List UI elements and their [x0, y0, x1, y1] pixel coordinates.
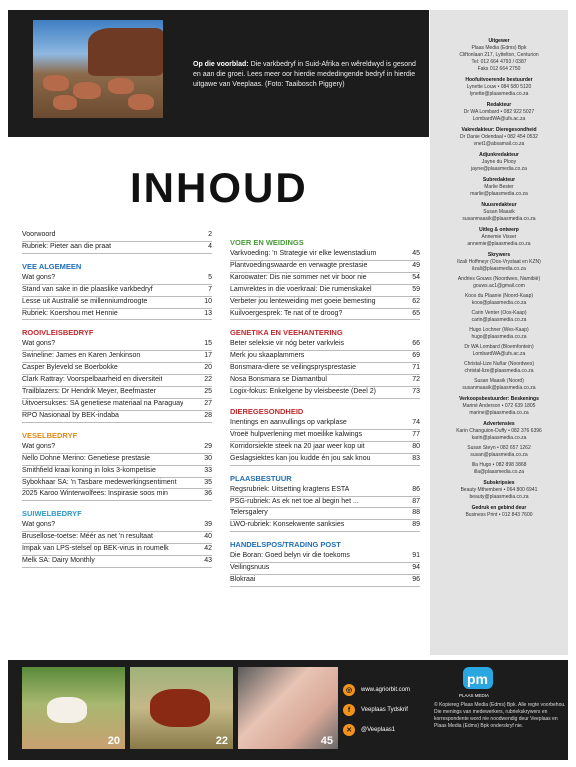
masthead-heading: Gedruk en gebind deur [471, 505, 527, 511]
toc-section [22, 262, 212, 321]
masthead-heading: Advertensies [483, 421, 515, 427]
toc-entry[interactable] [230, 520, 420, 532]
masthead-heading: Skrywers [487, 252, 511, 258]
toc-section-heading: ROOIVLEISBEDRYF [22, 328, 94, 338]
masthead-line: christal-lize@plaasmedia.co.za [464, 368, 534, 374]
toc-entry[interactable] [22, 454, 212, 466]
toc-entry[interactable] [230, 454, 420, 466]
masthead-line: Koos du Plaanie (Noord-Kaap) [464, 293, 534, 299]
toc-entry-page: 13 [204, 309, 212, 317]
toc-entry[interactable] [230, 261, 420, 273]
toc-entry-title: Melk SA: Dairy Monthly [22, 557, 95, 565]
toc-entry-page: 83 [412, 454, 420, 462]
toc-entry-page: 10 [204, 297, 212, 305]
toc-mid-column [230, 230, 420, 587]
toc-entry[interactable] [22, 273, 212, 285]
masthead-line: vnet1@absamail.co.za [473, 141, 525, 147]
masthead-heading: Nuusredakteur [481, 202, 517, 208]
toc-entry-title: Rubriek: Pieter aan die praat [22, 242, 112, 250]
masthead-heading: Uitleg & ontwerp [479, 227, 519, 233]
cover-caption-lead: Op die voorblad: [193, 61, 249, 68]
toc-entry[interactable] [230, 508, 420, 520]
masthead-line: susan@plaasmedia.co.za [470, 452, 528, 458]
toc-entry-page: 94 [412, 564, 420, 572]
toc-entry[interactable] [230, 285, 420, 297]
toc-entry[interactable] [22, 478, 212, 490]
masthead-block [430, 127, 568, 148]
toc-entry[interactable] [22, 387, 212, 399]
toc-left-column [22, 230, 212, 568]
toc-entry[interactable] [22, 309, 212, 321]
toc-entry[interactable] [230, 485, 420, 497]
toc-entry-title: Nosa Bonsmara se Diamantbul [230, 376, 327, 384]
toc-entry-title: Merk jou skaaplammers [230, 352, 305, 360]
masthead-heading: Vakredakteur: Dieregesondheid [461, 127, 537, 133]
masthead-block [430, 396, 568, 417]
masthead-sidebar [430, 10, 568, 655]
masthead-line: susanmaasik@plaasmedia.co.za [462, 385, 536, 391]
masthead-line: susanmaasik@plaasmedia.co.za [462, 216, 536, 222]
toc-entry-title: Veilingsnuus [230, 564, 270, 572]
toc-entry-page: 33 [204, 466, 212, 474]
toc-entry-page: 20 [204, 364, 212, 372]
masthead-line: koos@plaasmedia.co.za [471, 300, 527, 306]
toc-entry-page: 43 [204, 557, 212, 565]
toc-entry[interactable] [230, 363, 420, 375]
masthead-line: Andries Gouws (Noordwes, Namibië) [457, 276, 541, 282]
masthead-line: ilzali@plaasmedia.co.za [472, 266, 526, 272]
toc-entry[interactable] [22, 532, 212, 544]
toc-entry-title: Casper Byleveld se Boerbokke [22, 364, 118, 372]
toc-entry[interactable] [230, 249, 420, 261]
toc-entry[interactable] [22, 544, 212, 556]
toc-entry[interactable] [230, 309, 420, 321]
masthead-line: carin@plaasmedia.co.za [471, 317, 527, 323]
copyright-notice: © Kopiereg Plaas Media (Edms) Bpk. Alle regte voorbehou. Die menings van medewerkers, rubriekskrywers en korrespondente word nie noodwendig deur Veeplaas en Plaas Media (Edms) Bpk onderskryf nie. [434, 702, 566, 729]
toc-entry-page: 17 [204, 352, 212, 360]
toc-section-heading: VOER EN WEIDINGS [230, 238, 304, 247]
toc-entry[interactable] [22, 375, 212, 387]
toc-entry-title: Wat gons? [22, 442, 56, 450]
toc-entry-title: Impak van LPS-stelsel op BEK-virus in roumelk [22, 545, 169, 553]
toc-entry-title: Die Boran: Goed belyn vir die toekoms [230, 552, 350, 560]
toc-entry-page: 4 [208, 242, 212, 250]
masthead-line: Hugo Lochner (Wes-Kaap) [469, 327, 529, 333]
toc-entry-page: 73 [412, 388, 420, 396]
masthead-block [430, 505, 568, 519]
masthead-line: marlie@plaasmedia.co.za [470, 191, 528, 197]
masthead-line: Ilzali Hoffmeyr (Oos-Vrystaat en KZN) [457, 259, 541, 265]
social-x[interactable] [343, 724, 395, 736]
toc-entry-page: 40 [204, 533, 212, 541]
toc-entry-page: 69 [412, 352, 420, 360]
toc-entry-page: 36 [204, 490, 212, 498]
toc-entry[interactable] [22, 489, 212, 501]
toc-entry[interactable] [22, 411, 212, 423]
toc-entry[interactable] [22, 242, 212, 254]
masthead-line: Beauty Mthembeni • 064 800 6941 [460, 487, 538, 493]
masthead-line: Lynette Louw • 084 580 5120 [466, 84, 532, 90]
toc-entry-title: Nello Dohne Merino: Genetiese prestasie [22, 454, 151, 462]
toc-entry-title: Wat gons? [22, 340, 56, 348]
toc-entry[interactable] [230, 430, 420, 442]
toc-entry-page: 66 [412, 340, 420, 348]
toc-section-heading: GENETIKA EN VEEHANTERING [230, 328, 343, 338]
toc-entry-title: Blokraai [230, 576, 256, 584]
masthead-block [430, 252, 568, 392]
toc-entry-title: LWO-rubriek: Konsekwente sanksies [230, 521, 345, 529]
toc-section-heading: PLAASBESTUUR [230, 473, 292, 483]
toc-entry-page: 22 [204, 376, 212, 384]
toc-entry-title: Bonsmara-diere se veilingsprysprestasie [230, 364, 357, 372]
toc-entry[interactable] [22, 466, 212, 478]
toc-section-heading: VESELBEDRYF [22, 430, 78, 440]
toc-entry-page: 80 [412, 442, 420, 450]
toc-entry-title: Kuilvoergesprek: Te nat of te droog? [230, 309, 343, 317]
masthead-line: Illa Hugo • 082 898 3868 [471, 462, 527, 468]
thumbnail-pigs[interactable] [238, 667, 338, 749]
masthead-line: beauty@plaasmedia.co.za [469, 494, 529, 500]
globe-icon: ◎ [343, 684, 355, 696]
toc-entry-page: 27 [204, 399, 212, 407]
toc-entry-page: 42 [204, 545, 212, 553]
toc-section [230, 328, 420, 399]
toc-entry-title: Sybokhaar SA: 'n Tasbare medewerkingsentiment [22, 478, 177, 486]
toc-entry-page: 91 [412, 552, 420, 560]
toc-entry-title: Smithfield kraai koning in loks 3-kompetisie [22, 466, 156, 474]
social-facebook[interactable] [343, 704, 408, 716]
masthead-line: marine@plaasmedia.co.za [469, 410, 529, 416]
thumbnail-goats[interactable] [22, 667, 125, 749]
toc-entry-title: Geslagsiektes kan jou kudde én jou sak knou [230, 454, 371, 462]
masthead-line: Marlie Bester [484, 184, 514, 190]
toc-entry-title: Rubriek: Koershou met Hennie [22, 309, 118, 317]
masthead-line: Plaas Media (Edms) Bpk [471, 45, 527, 51]
masthead-block [430, 177, 568, 198]
toc-entry[interactable] [230, 375, 420, 387]
facebook-icon: f [343, 704, 355, 716]
masthead-line: Jayne du Plooy [481, 159, 517, 165]
toc-entry[interactable] [230, 497, 420, 509]
cover-photo [33, 20, 163, 118]
toc-entry-title: Wat gons? [22, 521, 56, 529]
plaas-media-logo [455, 665, 505, 699]
toc-entry[interactable] [22, 339, 212, 351]
toc-entry-page: 30 [204, 454, 212, 462]
masthead-heading: Subredakteur [482, 177, 516, 183]
cover-caption [193, 60, 418, 90]
masthead-line: lynette@plaasmedia.co.za [469, 91, 529, 97]
masthead-line: annemie@plaasmedia.co.za [467, 241, 531, 247]
toc-entry-page: 35 [204, 478, 212, 486]
toc-section [22, 431, 212, 502]
toc-entry-title: Wat gons? [22, 273, 56, 281]
toc-entry-title: Verbeter jou lenteweiding met goeie bemesting [230, 297, 376, 305]
toc-entry[interactable] [230, 273, 420, 285]
toc-section [22, 509, 212, 568]
toc-entry[interactable] [22, 351, 212, 363]
toc-entry-title: Inentings en aanvullings op varkplase [230, 418, 347, 426]
toc-entry-page: 25 [204, 388, 212, 396]
toc-entry-page: 86 [412, 485, 420, 493]
toc-entry-title: Trailblazers: Dr Hendrik Meyer, Beefmaster [22, 388, 156, 396]
masthead-line: Business Print • 012 843 7600 [465, 512, 533, 518]
toc-entry-title: Regsrubriek: Uitsetting kragtens ESTA [230, 485, 350, 493]
masthead-line: karin@plaasmedia.co.za [471, 435, 527, 441]
social-website[interactable] [343, 684, 410, 696]
toc-entry-page: 45 [412, 250, 420, 257]
toc-entry-page: 65 [412, 309, 420, 317]
toc-entry[interactable] [22, 285, 212, 297]
toc-entry-title: Karoowater: Dis nie sommer net vir boor nie [230, 273, 367, 281]
masthead-line: Christal-Lize Nuñar (Noordwes) [463, 361, 535, 367]
toc-entry-page: 2 [208, 231, 212, 238]
masthead-line: Susan Maasik [483, 209, 515, 215]
toc-section-heading: VEE ALGEMEEN [22, 261, 82, 271]
social-facebook-label: Veeplaas Tydskrif [361, 707, 408, 713]
toc-entry-title: 2025 Karoo Winterwolfees: Inspirasie soos min [22, 490, 168, 498]
masthead-line: Faks 012 664 2750 [477, 66, 521, 72]
toc-entry-page: 49 [412, 261, 420, 269]
toc-entry-title: Voorwoord [22, 231, 56, 238]
toc-entry-page: 72 [412, 376, 420, 384]
x-icon: ✕ [343, 724, 355, 736]
toc-entry-page: 59 [412, 285, 420, 293]
toc-entry[interactable] [230, 563, 420, 575]
toc-entry-title: Lamvrektes in die voerkraal: Die rumenskakel [230, 285, 372, 293]
toc-entry-title: Brusellose-toetse: Méér as net 'n resultaat [22, 533, 153, 541]
masthead-line: Cliftonlaan 217, Lyttelton, Centurion [459, 52, 539, 58]
cover-caption-text: Die varkbedryf in Suid-Afrika en wêreldwyd is gesond en aan die groei. Lees meer oor hierdie mededingende bedryf in hierdie uitgawe van Veeplaas. (Foto: Taaibosch Piggery) [193, 61, 416, 88]
toc-entry[interactable] [22, 363, 212, 375]
social-x-label: @Veeplaas1 [361, 727, 396, 733]
toc-section [230, 238, 420, 320]
masthead-block [430, 152, 568, 173]
masthead-block [430, 102, 568, 123]
toc-section [230, 540, 420, 587]
toc-entry-title: PSG-rubriek: As ek net toe al begin het ... [230, 497, 359, 505]
toc-entry[interactable] [230, 351, 420, 363]
thumbnail-page-number: 20 [107, 735, 120, 747]
toc-entry[interactable] [230, 575, 420, 587]
toc-entry[interactable] [22, 399, 212, 411]
masthead-line: Annemie Visser [481, 234, 517, 240]
thumbnail-page-number: 22 [215, 735, 228, 747]
thumbnail-cattle[interactable] [130, 667, 233, 749]
toc-section-heading: SUIWELBEDRYF [22, 509, 82, 519]
toc-entry-page: 88 [412, 509, 420, 517]
toc-entry-page: 28 [204, 411, 212, 419]
toc-entry-title: Lesse uit Australië se millenniumdroogte [22, 297, 148, 305]
toc-entry-title: Clark Rattray: Voorspelbaarheid en diversiteit [22, 376, 163, 384]
toc-entry-title: Varkvoeding: 'n Strategie vir elke lewenstadium [230, 250, 377, 257]
toc-section-heading: DIEREGESONDHEID [230, 406, 304, 416]
toc-entry-title: Telersgalery [230, 509, 268, 517]
social-website-label: www.agriorbit.com [361, 687, 411, 693]
toc-entry-page: 74 [412, 418, 420, 426]
masthead-line: gouws.ac1@gmail.com [473, 283, 525, 289]
masthead-line: Tel: 012 664 4793 / 0387 [471, 59, 527, 65]
toc-entry-page: 54 [412, 273, 420, 281]
toc-entry[interactable] [22, 520, 212, 532]
toc-section [22, 328, 212, 422]
toc-entry[interactable] [22, 230, 212, 242]
toc-entry[interactable] [230, 442, 420, 454]
toc-entry[interactable] [22, 297, 212, 309]
toc-entry-title: Uitvoersukses: SA genetiese materiaal na Paraguay [22, 399, 184, 407]
logo-text: PLAAS MEDIA [459, 693, 490, 698]
svg-text:pm: pm [467, 671, 488, 687]
toc-entry[interactable] [230, 297, 420, 309]
toc-entry-title: Plantvoedingswaarde en verwagte prestasie [230, 261, 368, 269]
masthead-heading: Subskripsies [483, 480, 515, 486]
masthead-line: hugo@plaasmedia.co.za [471, 334, 527, 340]
masthead-line: LombardWA@ufs.ac.za [472, 351, 526, 357]
masthead-line: Susan Maasik (Noord) [474, 378, 524, 384]
toc-entry-page: 71 [412, 364, 420, 372]
masthead-heading: Redakteur [486, 102, 512, 108]
masthead-block [430, 202, 568, 223]
toc-entry-title: Vroeë hulpverlening met moeilike kalwings [230, 430, 363, 438]
toc-entry[interactable] [230, 387, 420, 399]
toc-section [230, 474, 420, 533]
toc-entry-page: 39 [204, 521, 212, 529]
toc-entry-page: 29 [204, 442, 212, 450]
toc-entry[interactable] [230, 418, 420, 430]
toc-entry-title: Korridorsiekte steek na 20 jaar weer kop uit [230, 442, 365, 450]
page-title: INHOUD [130, 164, 308, 211]
toc-entry-title: Logix-fokus: Enkelgene by vleisbeeste (Deel 2) [230, 388, 376, 396]
toc-entry[interactable] [22, 556, 212, 568]
toc-entry-page: 7 [208, 285, 212, 293]
toc-entry-page: 15 [204, 340, 212, 348]
toc-entry-title: Swineline: James en Karen Jenkinson [22, 352, 141, 360]
masthead-heading: Verkoopsbestuurder: Beskenings [459, 396, 539, 402]
masthead-block [430, 227, 568, 248]
toc-entry-page: 77 [412, 430, 420, 438]
masthead-heading: Adjunkredakteur [479, 152, 519, 158]
masthead-line: Dr Danie Odendaal • 082 454 0532 [460, 134, 538, 140]
toc-entry[interactable] [230, 551, 420, 563]
thumbnail-page-number: 45 [320, 735, 333, 747]
toc-entry-page: 96 [412, 576, 420, 584]
masthead-line: Susan Steyn • 082 657 1262 [467, 445, 531, 451]
masthead-line: Carin Venter (Oos-Kaap) [471, 310, 527, 316]
toc-section [230, 407, 420, 466]
masthead-line: Mariné Anderson • 072 639 1805 [462, 403, 536, 409]
masthead-block [430, 38, 568, 73]
masthead-block [430, 480, 568, 501]
toc-entry-title: RPO Nasionaal by BEK-indaba [22, 411, 119, 419]
masthead-line: Dr WA Lombard • 082 922 5027 [463, 109, 535, 115]
toc-entry[interactable] [230, 339, 420, 351]
toc-section-heading: HANDELSPOS/TRADING POST [230, 540, 341, 550]
masthead-heading: Uitgewer [488, 38, 510, 44]
toc-entry-title: Stand van sake in die plaaslike varkbedryf [22, 285, 153, 293]
toc-entry-page: 87 [412, 497, 420, 505]
masthead-line: Dr WA Lombard (Bloemfontein) [464, 344, 534, 350]
masthead-line: Karin Changuion-Duffy • 082 376 6396 [456, 428, 542, 434]
masthead-line: LombardWA@ufs.ac.za [472, 116, 526, 122]
toc-entry[interactable] [22, 442, 212, 454]
toc-entry-page: 62 [412, 297, 420, 305]
masthead-heading: Hoofuitvoerende bestuurder [465, 77, 533, 83]
masthead-block [430, 77, 568, 98]
toc-entry-title: Beter seleksie vir nóg beter varkvleis [230, 340, 344, 348]
toc-entry-page: 89 [412, 521, 420, 529]
masthead-line: jayne@plaasmedia.co.za [471, 166, 527, 172]
toc-entry-page: 5 [208, 273, 212, 281]
masthead-line: illa@plaasmedia.co.za [473, 469, 525, 475]
masthead-block [430, 421, 568, 476]
